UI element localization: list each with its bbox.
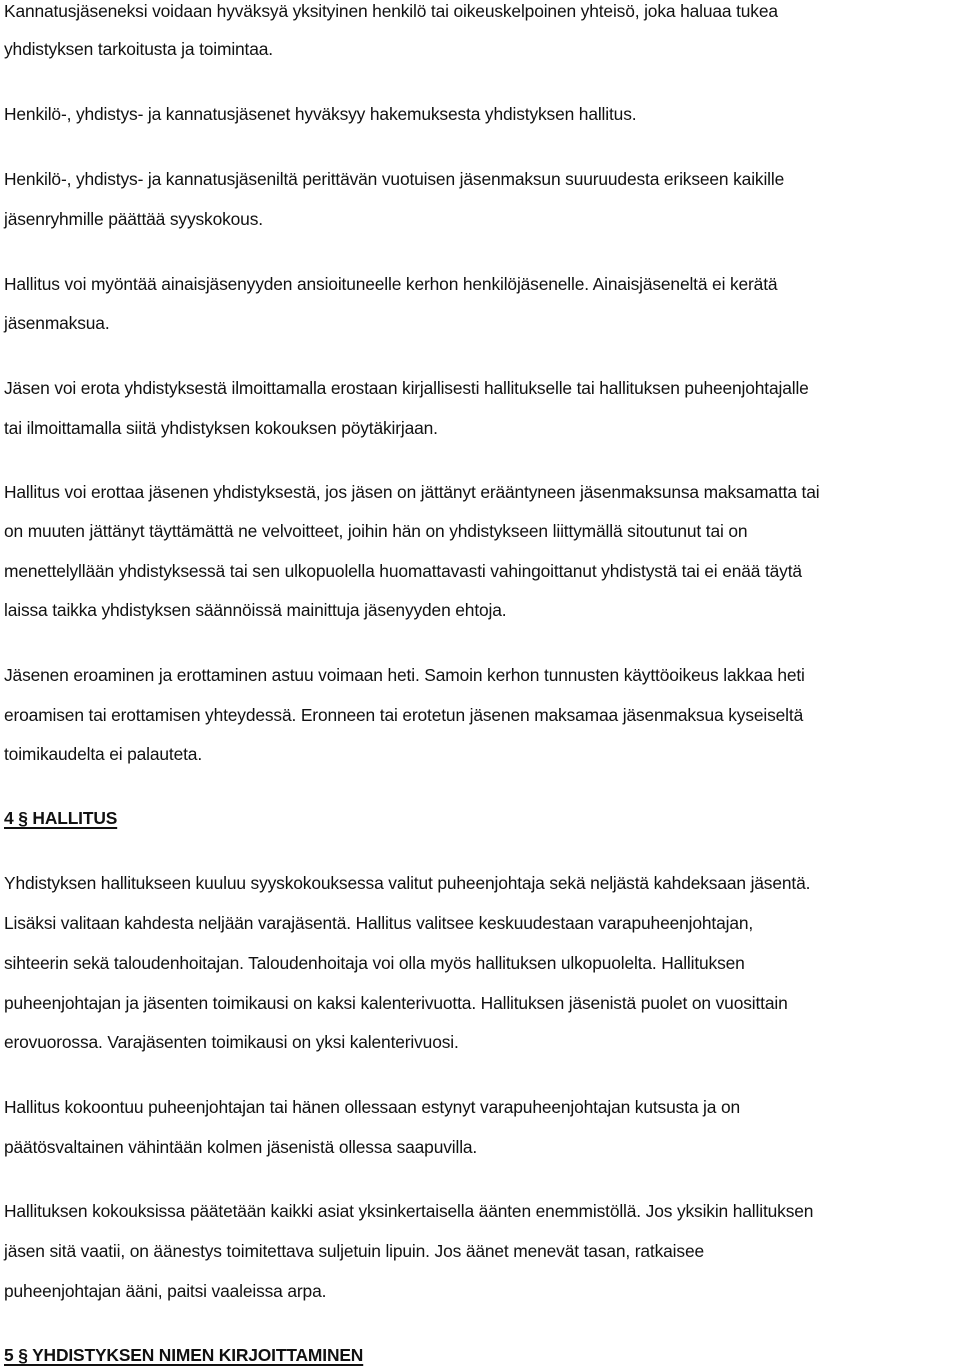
section-heading: 4 § HALLITUS [4, 808, 118, 828]
paragraph-line: jäsenmaksua. [4, 313, 110, 333]
paragraph-line: puheenjohtajan ja jäsenten toimikausi on kaksi kalenterivuotta. Hallituksen jäsenistä puolet on vuosittain [4, 993, 788, 1013]
section-heading: 5 § YHDISTYKSEN NIMEN KIRJOITTAMINEN [4, 1345, 364, 1365]
paragraph-line: Henkilö-, yhdistys- ja kannatusjäsenet hyväksyy hakemuksesta yhdistyksen hallitus. [4, 104, 637, 124]
paragraph-line: tai ilmoittamalla siitä yhdistyksen kokouksen pöytäkirjaan. [4, 418, 438, 438]
paragraph-line: Jäsenen eroaminen ja erottaminen astuu voimaan heti. Samoin kerhon tunnusten käyttöoikeus lakkaa heti [4, 665, 805, 685]
paragraph-line: Hallitus voi myöntää ainaisjäsenyyden ansioituneelle kerhon henkilöjäsenelle. Ainaisjäseneltä ei kerätä [4, 274, 778, 294]
paragraph-line: päätösvaltainen vähintään kolmen jäsenistä ollessa saapuvilla. [4, 1137, 478, 1157]
paragraph-line: erovuorossa. Varajäsenten toimikausi on yksi kalenterivuosi. [4, 1032, 459, 1052]
paragraph-line: toimikaudelta ei palauteta. [4, 744, 203, 764]
paragraph-line: Henkilö-, yhdistys- ja kannatusjäseniltä perittävän vuotuisen jäsenmaksun suuruudesta erikseen kaikille [4, 169, 785, 189]
paragraph-line: Yhdistyksen hallitukseen kuuluu syyskokouksessa valitut puheenjohtaja sekä neljästä kahdeksaan jäsentä. [4, 873, 811, 893]
paragraph-line: yhdistyksen tarkoitusta ja toimintaa. [4, 39, 273, 59]
paragraph-line: on muuten jättänyt täyttämättä ne velvoitteet, joihin hän on yhdistykseen liittymällä sitoutunut tai on [4, 521, 748, 541]
paragraph-line: Lisäksi valitaan kahdesta neljään varajäsentä. Hallitus valitsee keskuudestaan varapuheenjohtajan, [4, 913, 754, 933]
paragraph-line: puheenjohtajan ääni, paitsi vaaleissa arpa. [4, 1281, 327, 1301]
paragraph-line: jäsenryhmille päättää syyskokous. [4, 209, 263, 229]
paragraph-line: Hallitus voi erottaa jäsenen yhdistyksestä, jos jäsen on jättänyt erääntyneen jäsenmaksunsa maksamatta tai [4, 482, 820, 502]
paragraph-line: Hallitus kokoontuu puheenjohtajan tai hänen ollessaan estynyt varapuheenjohtajan kutsusta ja on [4, 1097, 741, 1117]
paragraph-line: sihteerin sekä taloudenhoitajan. Taloudenhoitaja voi olla myös hallituksen ulkopuolelta. Hallituksen [4, 953, 745, 973]
paragraph-line: eroamisen tai erottamisen yhteydessä. Eronneen tai erotetun jäsenen maksamaa jäsenmaksua kyseiseltä [4, 705, 804, 725]
paragraph-line: Jäsen voi erota yhdistyksestä ilmoittamalla erostaan kirjallisesti hallitukselle tai hallituksen puheenjohtajalle [4, 378, 809, 398]
paragraph-line: laissa taikka yhdistyksen säännöissä mainittuja jäsenyyden ehtoja. [4, 600, 507, 620]
paragraph-line: Hallituksen kokouksissa päätetään kaikki asiat yksinkertaisella äänten enemmistöllä. Jos yksikin hallituksen [4, 1201, 814, 1221]
paragraph-line: menettelyllään yhdistyksessä tai sen ulkopuolella huomattavasti vahingoittanut yhdistystä tai ei enää täytä [4, 561, 802, 581]
paragraph-line: jäsen sitä vaatii, on äänestys toimitettava suljetuin lipuin. Jos äänet menevät tasan, ratkaisee [4, 1241, 704, 1261]
paragraph-line: Kannatusjäseneksi voidaan hyväksyä yksityinen henkilö tai oikeuskelpoinen yhteisö, joka haluaa tukea [4, 1, 778, 21]
